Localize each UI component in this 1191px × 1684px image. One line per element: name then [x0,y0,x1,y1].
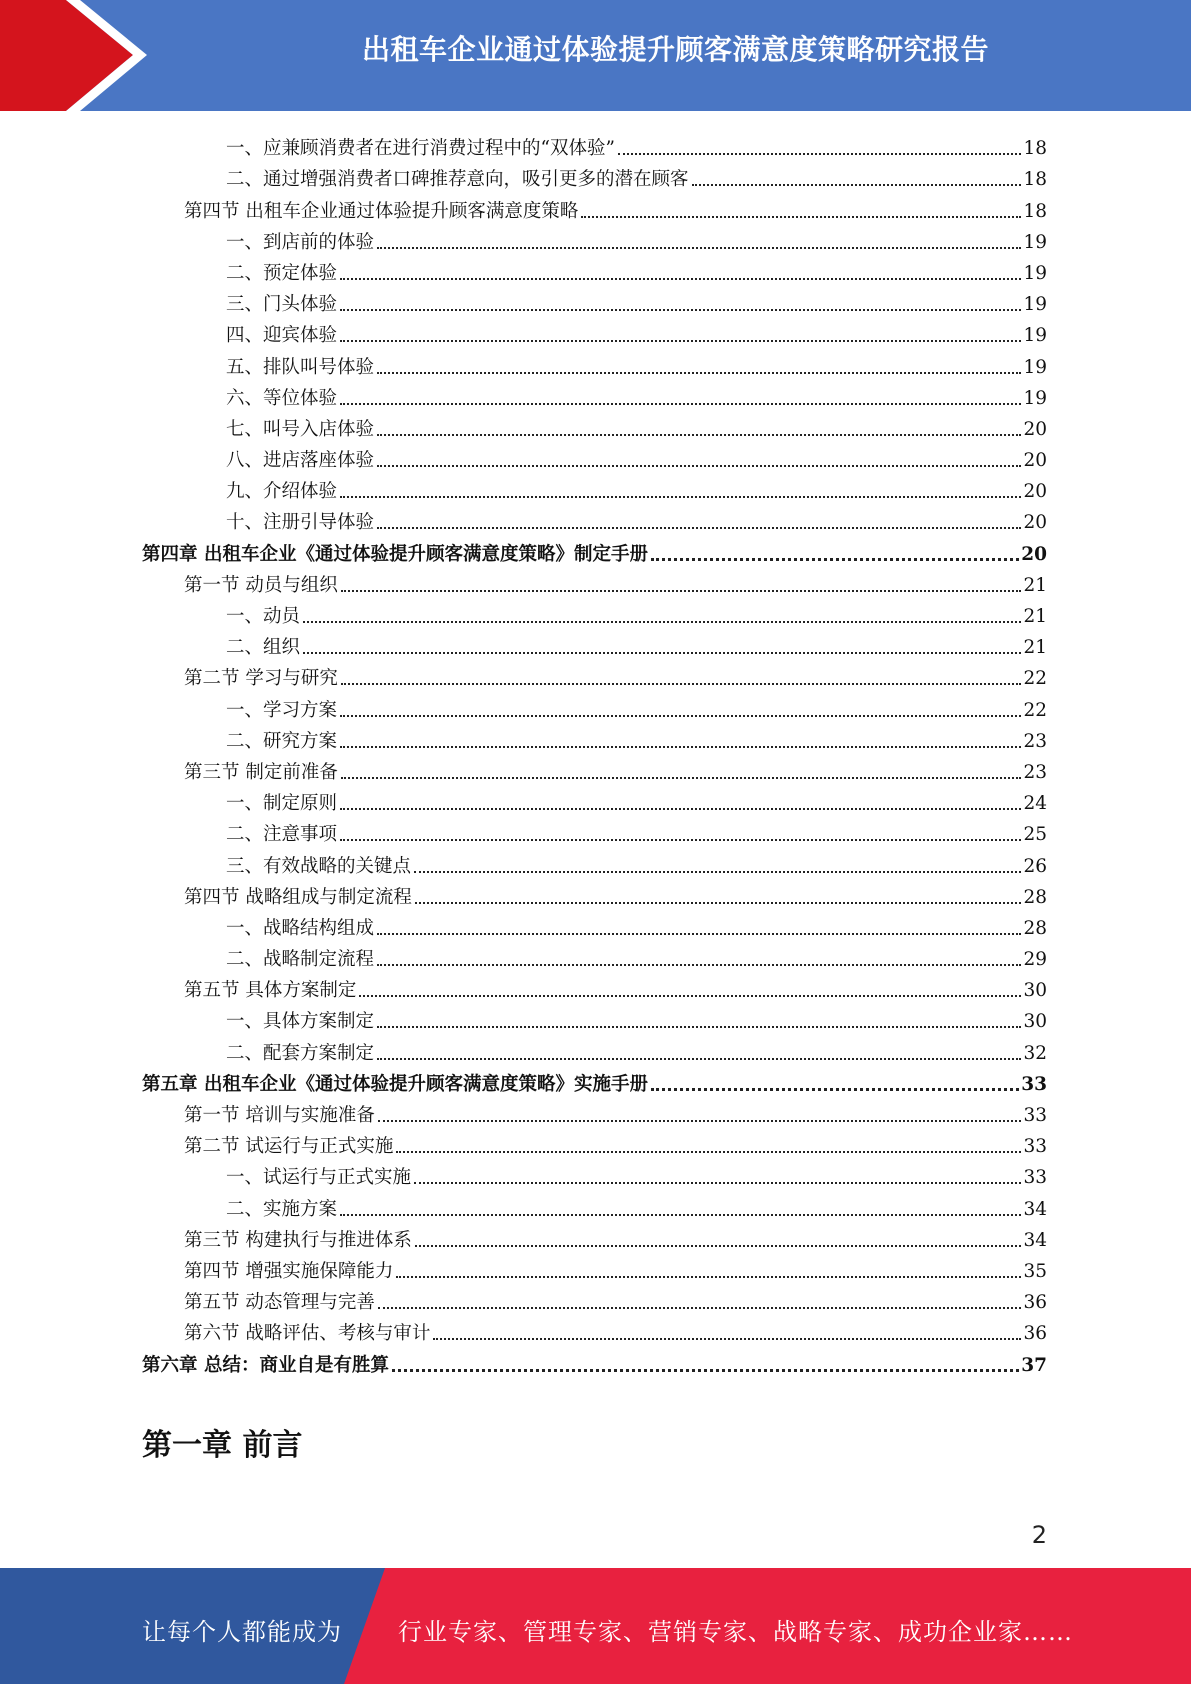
toc-entry-title: 一、动员 [226,606,301,627]
toc-dot-leader [433,1337,1021,1340]
toc-section-entry[interactable] [142,878,1047,909]
toc-entry-page: 30 [1023,980,1047,1002]
toc-dot-leader [651,557,1019,561]
toc-subsection-entry[interactable] [142,846,1047,877]
toc-entry-title: 第五章 出租车企业《通过体验提升顾客满意度策略》实施手册 [142,1073,648,1095]
toc-dot-leader [377,433,1021,436]
chapter-heading: 第一章 前言 [142,1428,303,1463]
toc-entry-title: 一、到店前的体验 [226,231,375,253]
toc-entry-page: 28 [1023,917,1047,939]
toc-dot-leader [340,402,1021,405]
toc-subsection-entry[interactable] [142,472,1047,503]
toc-entry-page: 18 [1023,169,1047,191]
toc-subsection-entry[interactable] [142,129,1047,160]
toc-entry-title: 第三节 制定前准备 [184,761,338,783]
toc-entry-page: 19 [1023,387,1047,409]
toc-entry-page: 18 [1023,200,1047,222]
toc-dot-leader [340,838,1021,841]
page-footer [0,1568,1191,1684]
toc-dot-leader [618,152,1022,155]
toc-entry-page: 23 [1023,761,1047,783]
table-of-contents [142,129,1047,1377]
toc-subsection-entry[interactable] [142,690,1047,721]
toc-section-entry[interactable] [142,659,1047,690]
toc-subsection-entry[interactable] [142,347,1047,378]
toc-subsection-entry[interactable] [142,410,1047,441]
toc-dot-leader [378,1119,1022,1122]
toc-entry-page: 28 [1023,886,1047,908]
toc-entry-title: 第二节 试运行与正式实施 [184,1136,394,1158]
toc-entry-title: 二、组织 [226,637,301,659]
footer-slogan-right: 行业专家、管理专家、营销专家、战略专家、成功企业家…… [398,1618,1073,1646]
toc-entry-page: 30 [1023,1011,1047,1033]
toc-entry-title: 第五节 动态管理与完善 [184,1292,375,1314]
toc-subsection-entry[interactable] [142,441,1047,472]
toc-dot-leader [340,308,1021,311]
toc-entry-title: 二、战略制定流程 [226,949,375,971]
toc-dot-leader [581,215,1021,218]
toc-dot-leader [303,651,1021,654]
toc-entry-title: 第六节 战略评估、考核与审计 [184,1323,431,1345]
toc-dot-leader [392,1368,1019,1372]
toc-dot-leader [340,277,1021,280]
toc-dot-leader [340,339,1021,342]
toc-subsection-entry[interactable] [142,1002,1047,1033]
header-red-arrow-decoration [0,0,150,111]
toc-entry-title: 第一节 动员与组织 [184,574,338,596]
toc-dot-leader [341,776,1022,779]
toc-dot-leader [692,183,1022,186]
toc-entry-page: 20 [1021,543,1047,565]
toc-entry-page: 37 [1021,1354,1047,1376]
toc-entry-title: 七、叫号入店体验 [226,418,375,440]
toc-subsection-entry[interactable] [142,503,1047,534]
toc-subsection-entry[interactable] [142,940,1047,971]
toc-entry-title: 第一节 培训与实施准备 [184,1105,375,1126]
toc-entry-page: 20 [1023,450,1047,472]
toc-dot-leader [340,1213,1021,1216]
page-header [0,0,1191,111]
toc-chapter-entry[interactable] [142,534,1047,565]
toc-dot-leader [340,495,1021,498]
toc-dot-leader [377,464,1021,467]
report-title: 出租车企业通过体验提升顾客满意度策略研究报告 [361,33,989,66]
toc-section-entry[interactable] [142,1283,1047,1314]
toc-dot-leader [340,807,1021,810]
toc-entry-page: 33 [1023,1105,1047,1126]
toc-entry-title: 二、注意事项 [226,824,338,846]
toc-section-entry[interactable] [142,1252,1047,1283]
toc-entry-page: 18 [1023,138,1047,160]
toc-entry-page: 26 [1023,855,1047,877]
toc-entry-page: 21 [1023,606,1047,627]
toc-subsection-entry[interactable] [142,160,1047,191]
toc-entry-page: 19 [1023,231,1047,253]
toc-entry-title: 第四章 出租车企业《通过体验提升顾客满意度策略》制定手册 [142,543,648,565]
toc-subsection-entry[interactable] [142,1189,1047,1220]
toc-subsection-entry[interactable] [142,285,1047,316]
toc-entry-page: 20 [1023,512,1047,534]
toc-entry-title: 二、配套方案制定 [226,1042,375,1064]
toc-dot-leader [396,1150,1021,1153]
toc-dot-leader [378,1306,1022,1309]
toc-entry-page: 20 [1023,418,1047,440]
toc-entry-page: 19 [1023,262,1047,284]
toc-dot-leader [396,1275,1021,1278]
toc-dot-leader [341,682,1022,685]
toc-entry-title: 一、试运行与正式实施 [226,1167,412,1189]
toc-entry-title: 八、进店落座体验 [226,450,375,472]
toc-entry-title: 二、通过增强消费者口碑推荐意向，吸引更多的潜在顾客 [226,169,689,191]
toc-section-entry[interactable] [142,566,1047,597]
toc-section-entry[interactable] [142,1127,1047,1158]
toc-subsection-entry[interactable] [142,909,1047,940]
toc-chapter-entry[interactable] [142,1345,1047,1376]
toc-entry-title: 二、预定体验 [226,262,338,284]
toc-dot-leader [414,870,1021,873]
toc-chapter-entry[interactable] [142,1065,1047,1096]
toc-subsection-entry[interactable] [142,223,1047,254]
toc-entry-page: 20 [1023,481,1047,503]
toc-entry-title: 第三节 构建执行与推进体系 [184,1229,412,1251]
toc-section-entry[interactable] [142,191,1047,222]
toc-entry-page: 35 [1023,1260,1047,1282]
toc-entry-page: 19 [1023,294,1047,316]
toc-entry-page: 34 [1023,1229,1047,1251]
toc-section-entry[interactable] [142,1096,1047,1127]
toc-dot-leader [377,371,1021,374]
toc-subsection-entry[interactable] [142,379,1047,410]
toc-dot-leader [377,1057,1021,1060]
toc-entry-page: 19 [1023,325,1047,347]
toc-entry-page: 36 [1023,1323,1047,1345]
toc-dot-leader [377,246,1021,249]
toc-dot-leader [377,526,1021,529]
toc-entry-title: 第四节 增强实施保障能力 [184,1260,394,1282]
toc-entry-page: 21 [1023,637,1047,659]
toc-dot-leader [377,932,1021,935]
toc-entry-title: 一、具体方案制定 [226,1011,375,1033]
toc-subsection-entry[interactable] [142,815,1047,846]
toc-entry-title: 三、有效战略的关键点 [226,855,412,877]
toc-entry-page: 33 [1021,1073,1047,1095]
toc-subsection-entry[interactable] [142,316,1047,347]
toc-entry-page: 25 [1023,824,1047,846]
toc-entry-page: 34 [1023,1198,1047,1220]
toc-entry-title: 一、制定原则 [226,793,338,815]
toc-entry-title: 第四节 战略组成与制定流程 [184,886,412,908]
toc-section-entry[interactable] [142,971,1047,1002]
toc-entry-page: 19 [1023,356,1047,378]
toc-entry-page: 29 [1023,949,1047,971]
toc-entry-page: 24 [1023,793,1047,815]
toc-entry-title: 第二节 学习与研究 [184,668,338,690]
toc-dot-leader [340,714,1021,717]
toc-dot-leader [651,1087,1019,1091]
toc-dot-leader [377,1025,1021,1028]
toc-entry-page: 21 [1023,574,1047,596]
footer-slogan-left: 让每个人都能成为 [142,1618,342,1646]
toc-dot-leader [341,589,1022,592]
toc-entry-title: 一、学习方案 [226,699,338,721]
page-number: 2 [1031,1521,1047,1549]
toc-entry-page: 36 [1023,1292,1047,1314]
toc-entry-title: 一、应兼顾消费者在进行消费过程中的“双体验” [226,138,615,160]
toc-entry-title: 一、战略结构组成 [226,917,375,939]
toc-entry-title: 第六章 总结：商业自是有胜算 [142,1354,389,1376]
toc-entry-title: 二、研究方案 [226,730,338,752]
toc-subsection-entry[interactable] [142,784,1047,815]
toc-dot-leader [415,901,1022,904]
toc-entry-title: 六、等位体验 [226,387,338,409]
toc-section-entry[interactable] [142,1221,1047,1252]
toc-entry-title: 五、排队叫号体验 [226,356,375,378]
toc-subsection-entry[interactable] [142,1158,1047,1189]
toc-entry-title: 九、介绍体验 [226,481,338,503]
toc-entry-title: 第四节 出租车企业通过体验提升顾客满意度策略 [184,200,579,222]
toc-section-entry[interactable] [142,1314,1047,1345]
toc-section-entry[interactable] [142,753,1047,784]
toc-entry-title: 三、门头体验 [226,294,338,316]
toc-entry-title: 二、实施方案 [226,1198,338,1220]
toc-dot-leader [359,994,1021,997]
toc-entry-page: 32 [1023,1042,1047,1064]
toc-entry-page: 33 [1023,1167,1047,1189]
toc-subsection-entry[interactable] [142,254,1047,285]
toc-subsection-entry[interactable] [142,1033,1047,1064]
toc-entry-page: 22 [1023,699,1047,721]
toc-dot-leader [377,963,1021,966]
toc-dot-leader [340,745,1021,748]
toc-entry-title: 四、迎宾体验 [226,325,338,347]
toc-entry-title: 第五节 具体方案制定 [184,980,357,1002]
toc-subsection-entry[interactable] [142,597,1047,628]
toc-entry-page: 22 [1023,668,1047,690]
toc-dot-leader [415,1244,1022,1247]
toc-subsection-entry[interactable] [142,722,1047,753]
toc-entry-page: 23 [1023,730,1047,752]
toc-entry-page: 33 [1023,1136,1047,1158]
toc-entry-title: 十、注册引导体验 [226,512,375,534]
toc-dot-leader [414,1181,1021,1184]
toc-subsection-entry[interactable] [142,628,1047,659]
toc-dot-leader [303,620,1021,623]
